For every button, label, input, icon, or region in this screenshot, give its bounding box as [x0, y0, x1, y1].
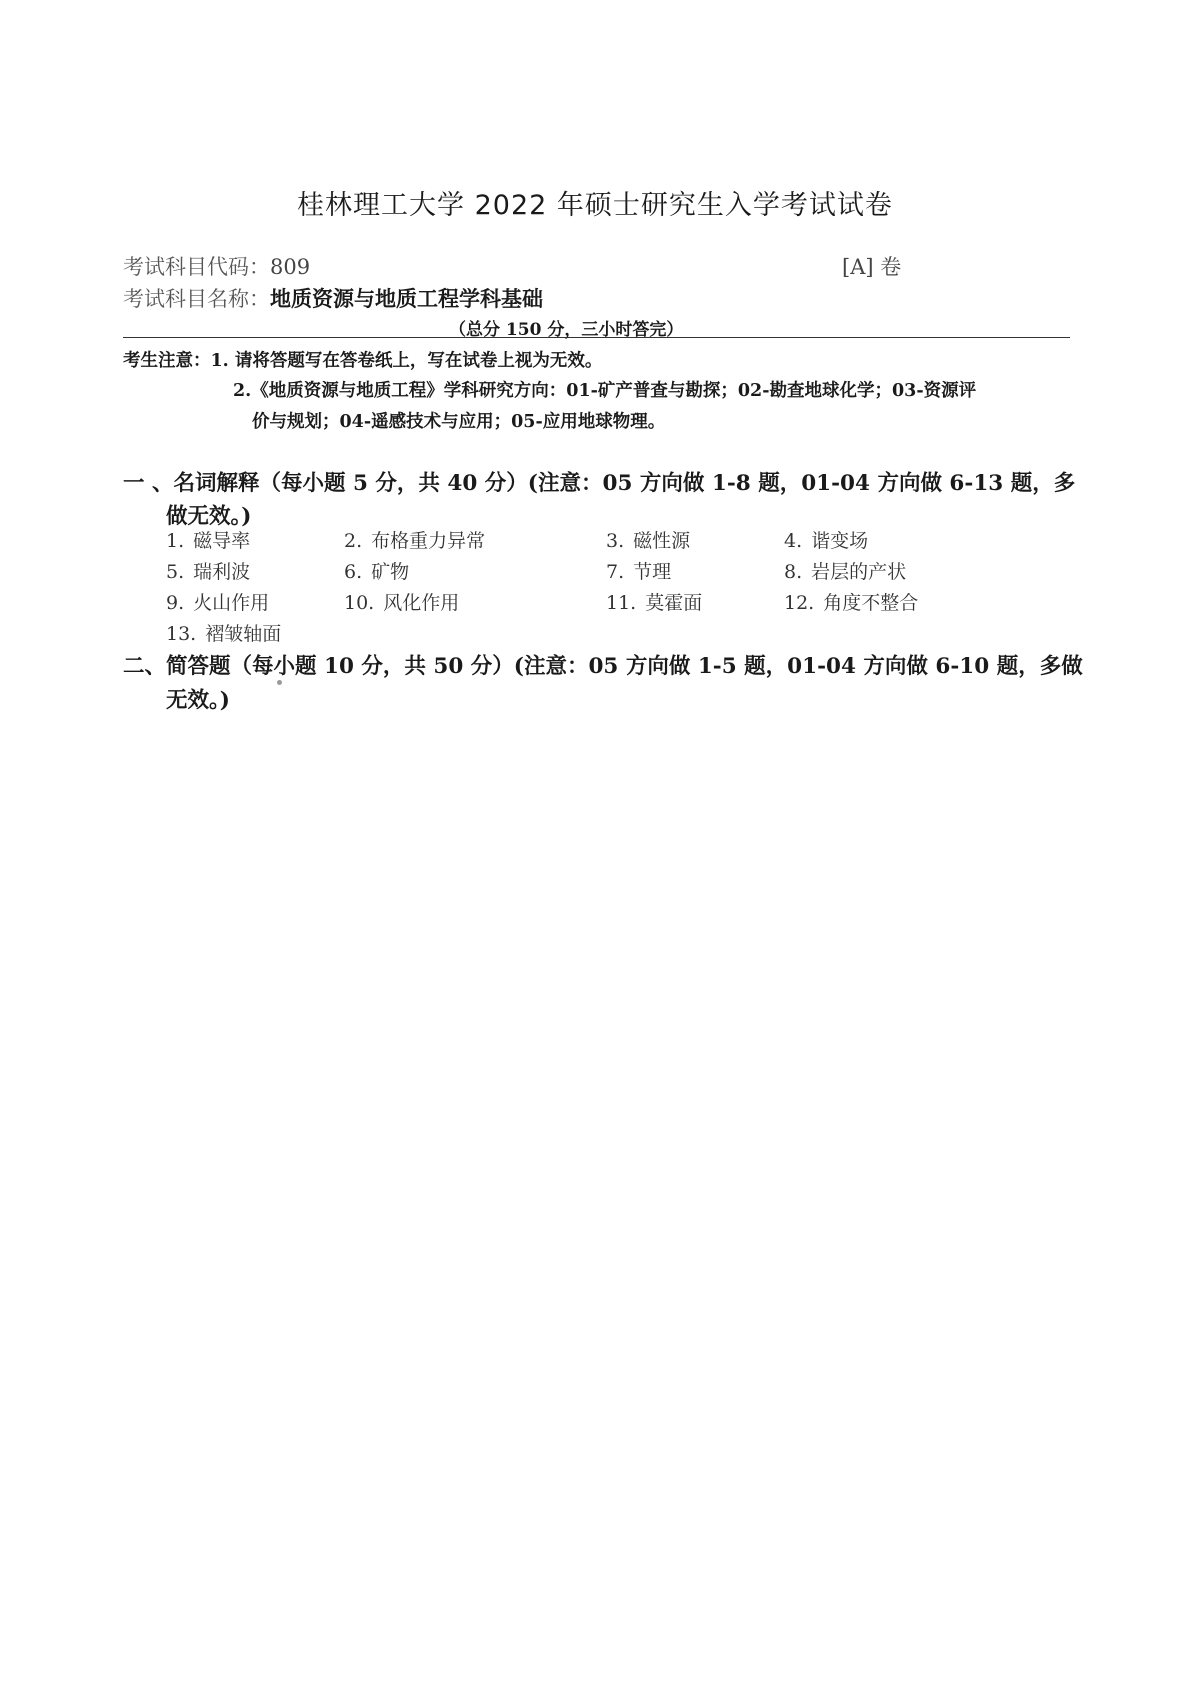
term-item [344, 526, 485, 553]
subject-name: 地质资源与地质工程学科基础 [270, 286, 543, 311]
term-text: 岩层的产状 [811, 561, 907, 583]
term-item [784, 526, 868, 553]
notice-line-2: 2.《地质资源与地质工程》学科研究方向：01-矿产普查与勘探；02-勘查地球化学；03-资源评 [233, 381, 977, 401]
subject-code-label: 考试科目代码： [123, 255, 270, 279]
term-text: 谐变场 [811, 530, 869, 552]
term-text: 角度不整合 [823, 592, 919, 614]
term-text: 磁性源 [633, 530, 691, 552]
term-number: 2. [344, 530, 363, 552]
term-item [166, 619, 281, 646]
term-text: 火山作用 [193, 592, 270, 614]
term-number: 9. [166, 592, 185, 614]
subject-name-line [123, 283, 543, 313]
term-text: 磁导率 [193, 530, 251, 552]
term-text: 褶皱轴面 [205, 623, 282, 645]
section-1-heading-continued: 做无效。) [166, 504, 252, 529]
term-item [606, 526, 690, 553]
term-text: 风化作用 [383, 592, 460, 614]
term-text: 节理 [633, 561, 672, 583]
subject-code: 809 [270, 255, 311, 279]
exam-title: 桂林理工大学 2022 年硕士研究生入学考试试卷 [297, 190, 893, 221]
term-item [606, 557, 671, 584]
section-2-heading: 二、简答题（每小题 10 分，共 50 分）(注意：05 方向做 1-5 题，01-04 方向做 6-10 题，多做 [123, 654, 1083, 679]
total-score-note: （总分 150 分，三小时答完） [449, 320, 684, 340]
term-number: 6. [344, 561, 363, 583]
term-item [166, 557, 250, 584]
term-item [784, 588, 918, 615]
term-number: 5. [166, 561, 185, 583]
header-divider [123, 337, 1070, 338]
term-number: 12. [784, 592, 815, 614]
term-item [344, 588, 459, 615]
term-number: 11. [606, 592, 637, 614]
paper-variant: [A] 卷 [842, 255, 902, 279]
term-item [606, 588, 702, 615]
notice-line-2-continued: 价与规划；04-遥感技术与应用；05-应用地球物理。 [252, 412, 666, 432]
notice-line-1: 考生注意：1. 请将答题写在答卷纸上，写在试卷上视为无效。 [123, 351, 603, 371]
term-number: 13. [166, 623, 197, 645]
term-number: 3. [606, 530, 625, 552]
term-number: 10. [344, 592, 375, 614]
term-number: 4. [784, 530, 803, 552]
term-item [784, 557, 906, 584]
term-number: 7. [606, 561, 625, 583]
term-text: 布格重力异常 [371, 530, 486, 552]
subject-name-label: 考试科目名称： [123, 287, 270, 311]
term-item [166, 526, 250, 553]
section-2-heading-continued: 无效。) [166, 688, 230, 713]
term-item [344, 557, 409, 584]
term-number: 8. [784, 561, 803, 583]
subject-code-line [123, 251, 310, 281]
term-text: 瑞利波 [193, 561, 251, 583]
term-text: 莫霍面 [645, 592, 703, 614]
scan-speck [277, 680, 282, 685]
section-1-heading: 一 、名词解释（每小题 5 分，共 40 分）(注意：05 方向做 1-8 题，01-04 方向做 6-13 题，多 [123, 471, 1076, 496]
term-text: 矿物 [371, 561, 410, 583]
term-item [166, 588, 269, 615]
term-number: 1. [166, 530, 185, 552]
